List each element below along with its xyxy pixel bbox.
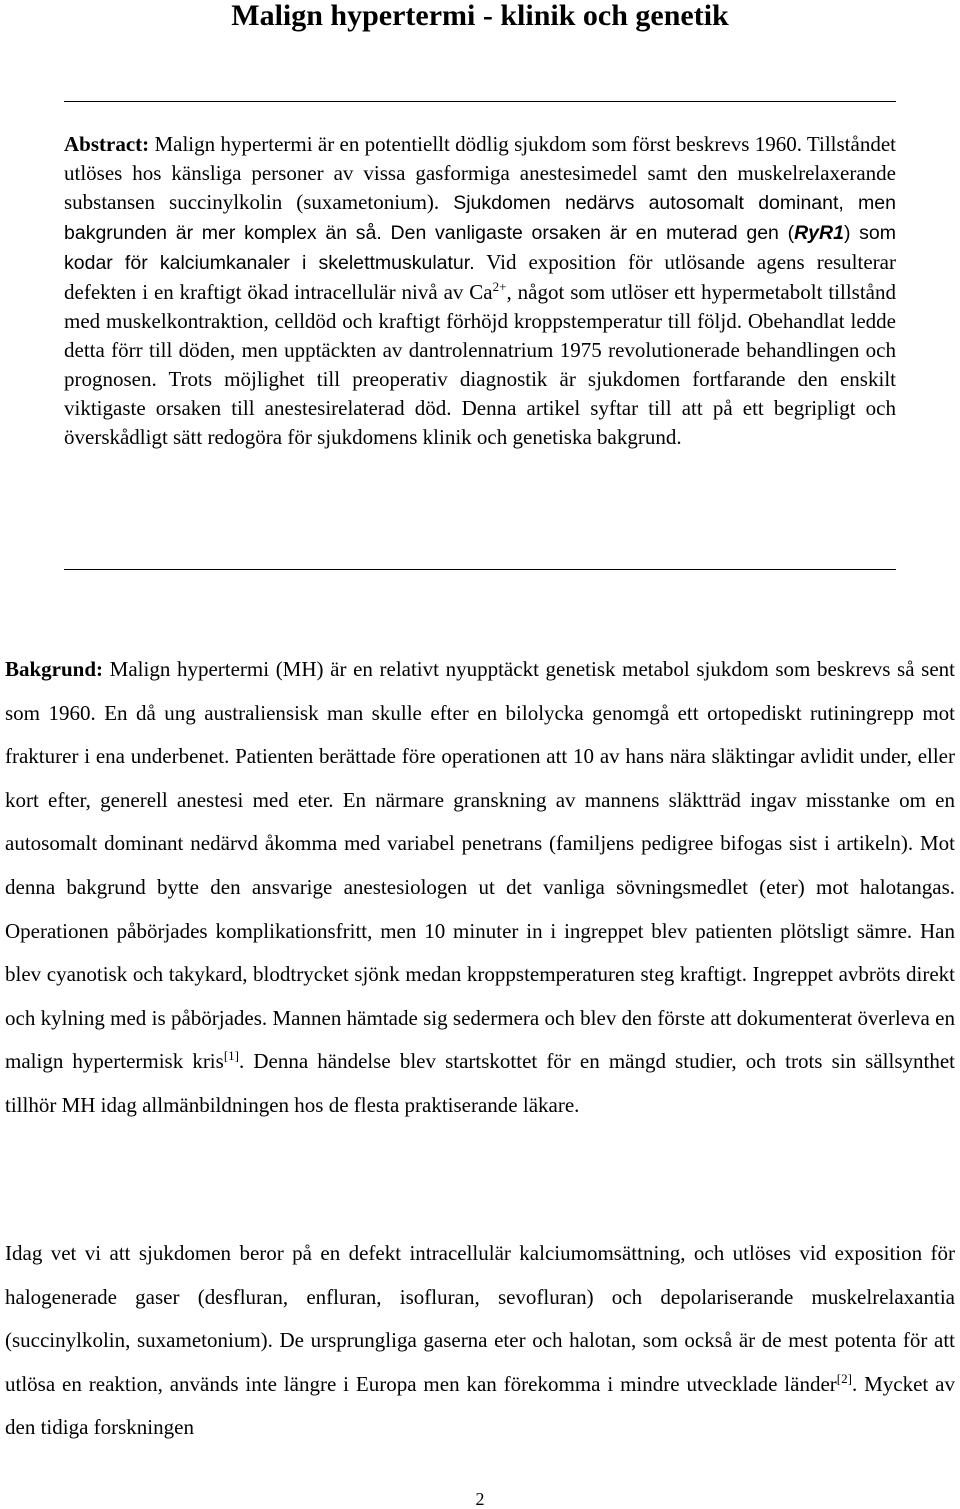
background-text-2a: Idag vet vi att sjukdomen beror på en defekt intracellulär kalciumomsättning, och utlöses vid exposition för halogenerade gaser (desfluran, enfluran, isofluran, sevofluran) och depolariserande muskelrelaxantia (succinylkolin, suxametonium). De ursprungliga gaserna eter och halotan, som också är de mest potenta för att utlösa en reaktion, används inte längre i Europa men kan förekomma i mindre utvecklade länder xyxy=(5,1241,955,1396)
abstract-paragraph xyxy=(64,130,896,452)
background-paragraph-2 xyxy=(5,1232,955,1450)
reference-1-link[interactable]: [1] xyxy=(223,1048,240,1064)
page-number: 2 xyxy=(475,1489,485,1509)
abstract-text-part-2a: Sjukdomen nedärvs autosomalt dominant, men bakgrunden är mer komplex än så. Den vanligaste orsaken är en muterad gen ( xyxy=(64,192,896,244)
gene-name: RyR1 xyxy=(794,222,844,244)
background-paragraph-1 xyxy=(5,648,955,1128)
abstract-text-part-2b: ) som kodar för kalciumkanaler i skelettmuskulatur. xyxy=(64,222,897,274)
ion-charge-superscript: 2+ xyxy=(492,279,507,294)
background-text-1a: Malign hypertermi (MH) är en relativt nyupptäckt genetisk metabol sjukdom som beskrevs så sent som 1960. En då ung australiensisk man skulle efter en bilolycka genomgå ett ortopediskt rutiningrepp mot frakturer i ena underbenet. Patienten berättade före operationen att 10 av hans nära släktingar avlidit under, eller kort efter, generell anestesi med eter. En närmare granskning av mannens släktträd ingav misstanke om en autosomalt dominant nedärvd åkomma med variabel penetrans (familjens pedigree bifogas sist i artikeln). Mot denna bakgrund bytte den ansvarige anestesiologen ut det vanliga sövningsmedlet (eter) mot halotangas. Operationen påbörjades komplikationsfritt, men 10 minuter in i ingreppet blev patienten plötsligt sämre. Han blev cyanotisk och takykard, blodtrycket sjönk medan kroppstemperaturen steg kraftigt. Ingreppet avbröts direkt och kylning med is påbörjades. Mannen hämtade sig sedermera och blev den förste att dokumenterat överleva en malign hypertermisk kris xyxy=(5,657,955,1074)
background-text-2b: . Mycket av den tidiga forskningen xyxy=(5,1371,955,1440)
abstract-text-part-4: , något som utlöser ett hypermetabolt tillstånd med muskelkontraktion, celldöd och kraftigt förhöjd kroppstemperatur till följd. Obehandlat ledde detta förr till döden, men upptäckten av dantrolennatrium 1975 revolutionerade behandlingen och prognosen. Trots möjlighet till preoperativ diagnostik är sjukdomen fortfarande den enskilt viktigaste orsaken till anestesirelaterad död. Denna artikel syftar till att på ett begripligt och överskådligt sätt redogöra för sjukdomens klinik och genetiska bakgrund. xyxy=(64,280,896,449)
background-label: Bakgrund: xyxy=(5,657,104,681)
abstract-text-part-1: Malign hypertermi är en potentiellt dödlig sjukdom som först beskrevs 1960. Tillståndet utlöses hos känsliga personer av vissa gasformiga anestesimedel samt den muskelrelaxerande substansen succinylkolin (suxametonium). xyxy=(64,132,896,214)
reference-2-link[interactable]: [2] xyxy=(836,1370,852,1386)
abstract-label: Abstract: xyxy=(64,132,150,156)
background-text-1b: . Denna händelse blev startskottet för en mängd studier, och trots sin sällsynthet tillhör MH idag allmänbildningen hos de flesta praktiserande läkare. xyxy=(5,1049,955,1117)
abstract-top-rule xyxy=(64,101,896,102)
document-title: Malign hypertermi - klinik och genetik xyxy=(231,0,729,32)
abstract-bottom-rule xyxy=(64,569,896,570)
abstract-text-part-3: Vid exposition för utlösande agens resulterar defekten i en kraftigt ökad intracellulär nivå av Ca xyxy=(64,250,896,304)
